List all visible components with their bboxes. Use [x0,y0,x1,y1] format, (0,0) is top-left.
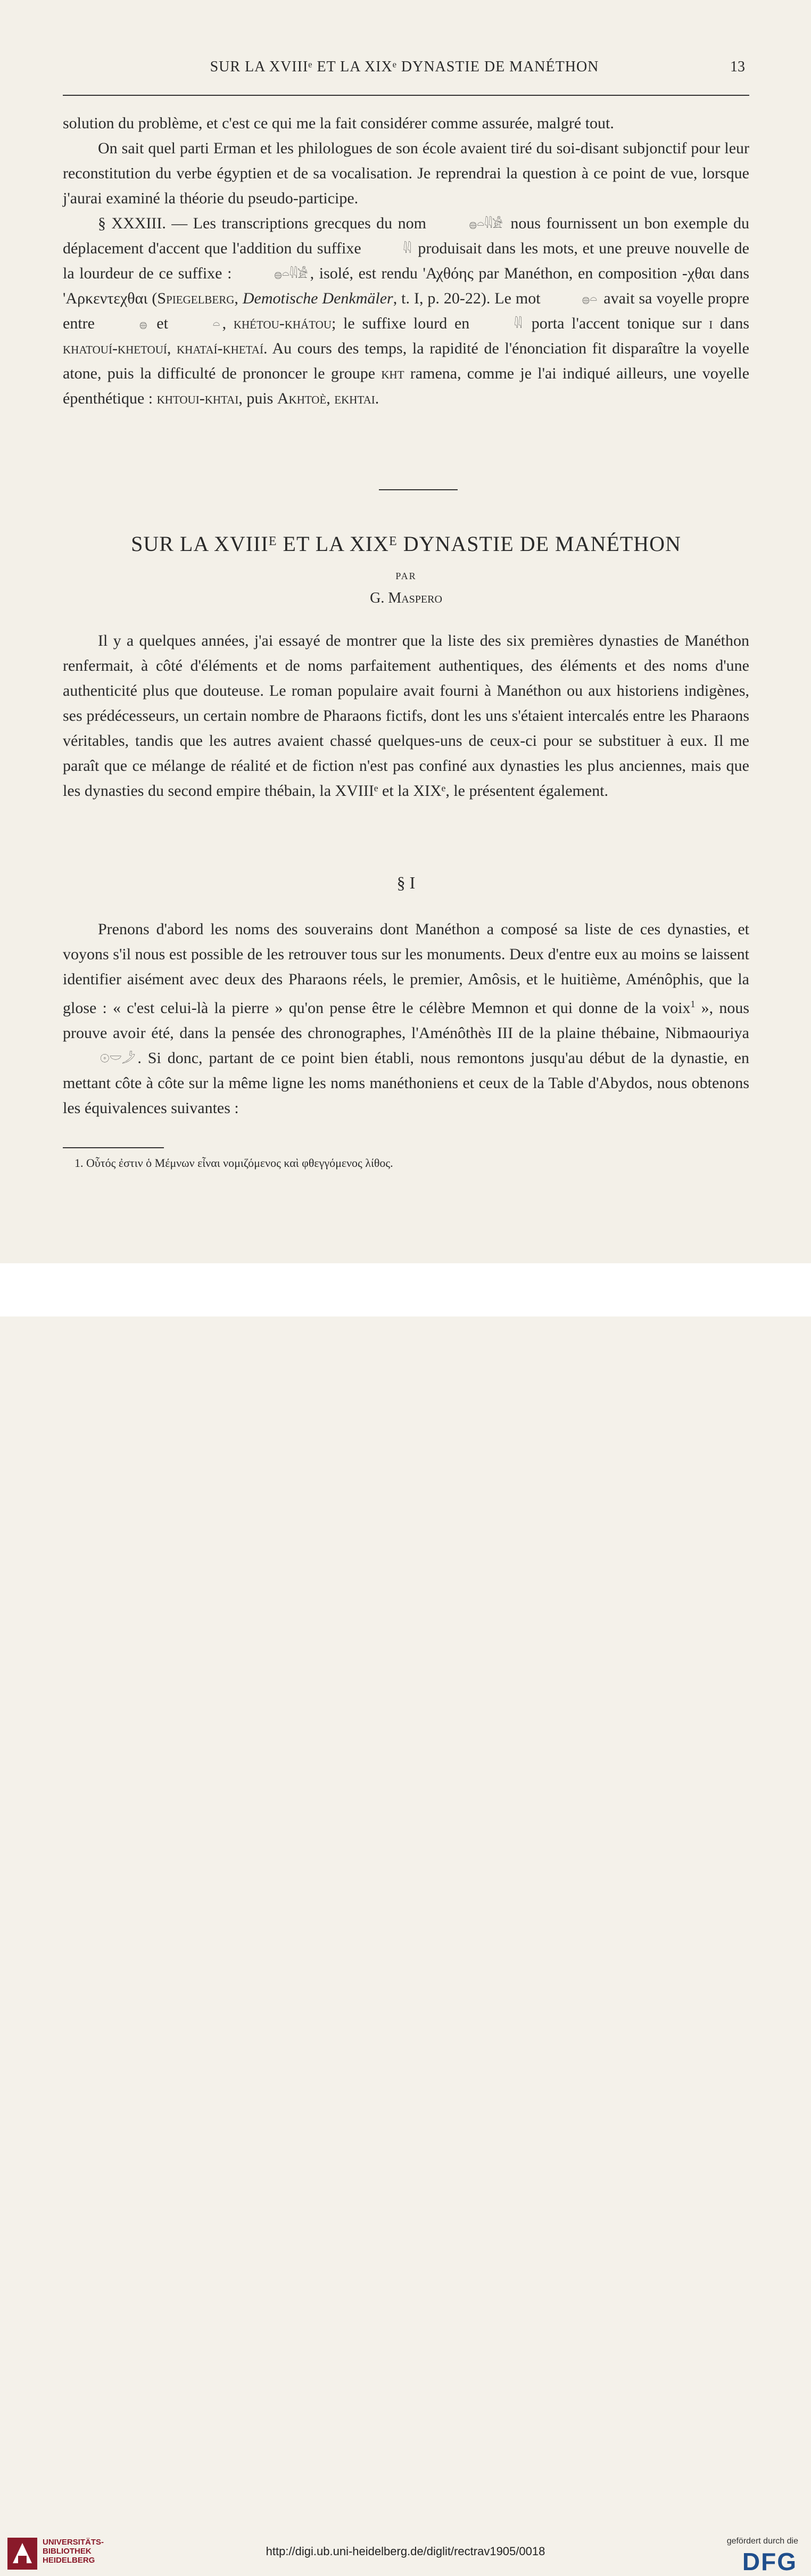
running-head [64,59,745,76]
hieroglyph-name-icon: 𓐍𓏏𓇋𓇋𓀀 [469,218,503,232]
hieroglyph-t-icon: 𓏏 [212,318,220,332]
running-head-title: SUR LA XVIIIᵉ ET LA XIXᵉ DYNASTIE DE MANÉTHON [210,59,599,75]
work-title: Demotische Denkmäler [242,290,393,307]
paragraph-4: Il y a quelques années, j'ai essayé de montrer que la liste des six premières dynasties de Manéthon renfermait, à côté d'éléments et de noms parfaitement authentiques, des éléments et des noms d'une authenticité plus que douteuse. Le roman populaire avait fourni à Manéthon ou aux historiens indigènes, ses prédécesseurs, un certain nombre de Pharaons fictifs, dont les uns s'étaient intercalés entre les Pharaons véritables, tandis que les autres avaient chassé quelques-uns de ceux-ci pour se substituer à eux. Il me paraît que ce mélange de réalité et de fiction n'est pas confiné aux dynasties les plus anciennes, mais que les dynasties du second empire thébain, la XVIIIᵉ et la XIXᵉ, le présentent également. [63,632,749,800]
page-number: 13 [730,59,745,75]
footnote: 1. Οὗτός ἐστιν ὁ Μέμνων εἶναι νομιζόμενος καὶ φθεγγόμενος λίθος. [75,1156,393,1170]
page [0,0,811,1263]
dfg-logo: DFG [742,2548,797,2575]
hieroglyph-name-icon: 𓐍𓏏𓇋𓇋𓀀 [274,268,308,282]
hieroglyph-word-icon: 𓐍𓏏 [582,293,598,307]
paragraph-1: solution du problème, et c'est ce qui me la fait considérer comme assurée, malgré tout. [63,114,614,132]
author-name: G. Maspero [370,590,442,606]
hieroglyph-k-icon: 𓐍 [139,318,147,332]
paragraph-5: Prenons d'abord les noms des souverains dont Manéthon a composé sa liste de ces dynasties, et voyons s'il nous est possible de les retrouver tous sur les monuments. Deux d'entre eux au moins se laissent identifier aisément avec deux des Pharaons réels, le premier, Amôsis, et le huitième, Aménôphis, que la glose : « c'est celui-là la pierre » qu'on pense être le célèbre Memnon et qui donne de la voix$^1$ », nous prouve avoir été, dans la pensée des chronographes, l'Aménôthès III de la plaine thébaine, Nibmaouriya 𓇳𓎟𓌳 . Si donc, partant de ce point bien établi, nous remontons jusqu'au début de la dynastie, en mettant côte à côte sur la même ligne les noms manéthoniens et ceux de la Table d'Abydos, nous obtenons les équivalences suivantes : [63,920,749,1117]
top-text-block [63,111,749,411]
digitization-footer [0,1263,811,2575]
library-name: UNIVERSITÄTS- BIBLIOTHEK HEIDELBERG [43,2538,104,2565]
header-rule [63,95,749,96]
section-heading: § I [396,873,416,892]
footnote-rule [63,1147,164,1148]
section-divider [379,489,458,490]
hieroglyph-suffix-icon: 𓇋𓇋 [514,318,523,332]
article-title: SUR LA XVIIIᴱ ET LA XIXᴱ DYNASTIE DE MANÉTHON [131,532,681,556]
by-line: PAR [395,571,417,581]
paragraph-2: On sait quel parti Erman et les philologues de son école avaient tiré du soi-disant subjonctif pour leur reconstitution du verbe égyptien et de sa vocalisation. Je reprendrai la question à ce point de vue, lorsque j'aurai examiné la théorie du pseudo-participe. [63,139,749,207]
paragraph-3: § XXXIII. — Les transcriptions grecques du nom 𓐍𓏏𓇋𓇋𓀀 nous fournissent un bon exemple du déplacement d'accent que l'addition du suffixe 𓇋𓇋 produisait dans les mots, et une preuve nouvelle de la lourdeur de ce suffixe : 𓐍𓏏𓇋𓇋𓀀 , isolé, est rendu 'Αχθόης par Manéthon, en composition -χθαι dans 'Αρκεντεχθαι (Spiegelberg, Demotische Denkmäler, t. I, p. 20-22). Le mot 𓐍𓏏 avait sa voyelle propre entre 𓐍 et 𓏏 , khétou-khátou; le suffixe lourd en 𓇋𓇋 porta l'accent tonique sur i dans khatouí-khetouí, khataí-khetaí. Au cours des temps, la rapidité de l'énonciation fit disparaître la voyelle atone, puis la difficulté de prononcer le groupe kht ramena, comme je l'ai indiqué ailleurs, une voyelle épenthétique : khtoui-khtai, puis Akhtoè, ekhtai. [63,215,750,407]
hieroglyph-suffix-icon: 𓇋𓇋 [403,243,411,257]
hieroglyph-cartouche-icon: 𓇳𓎟𓌳 [100,1052,136,1066]
footnote-ref: 1 [690,999,696,1009]
source-url[interactable]: http://digi.ub.uni-heidelberg.de/diglit/rectrav1905/0018 [266,2545,545,2558]
section-block [63,917,749,1121]
funding-note: gefördert durch die [726,2537,798,2546]
intro-block [63,628,749,803]
